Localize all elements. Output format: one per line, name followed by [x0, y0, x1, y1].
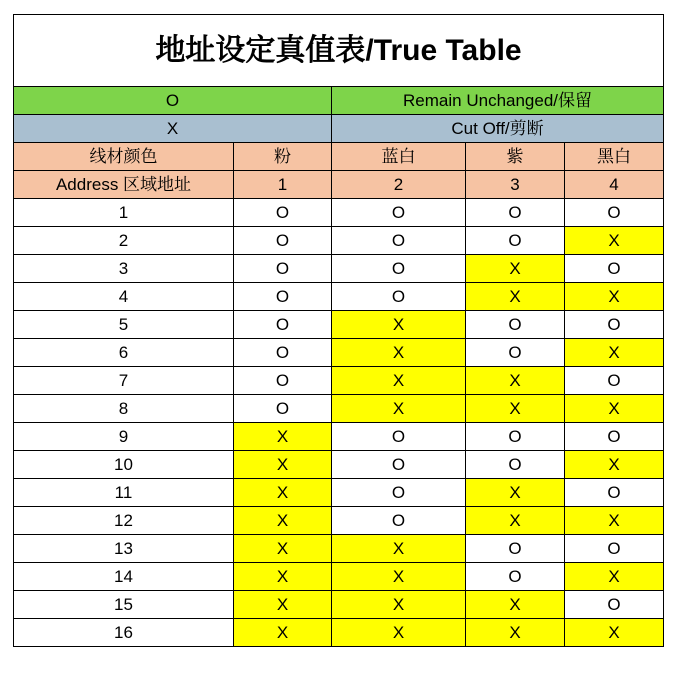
address-label: Address 区域地址 — [14, 171, 234, 199]
state-cell: X — [234, 591, 332, 619]
state-cell: O — [332, 227, 466, 255]
address-cell: 7 — [14, 367, 234, 395]
table-row — [14, 227, 664, 255]
table-row — [14, 339, 664, 367]
table-row — [14, 479, 664, 507]
state-cell: X — [565, 451, 664, 479]
state-cell: X — [332, 367, 466, 395]
state-cell: O — [234, 311, 332, 339]
state-cell: X — [234, 535, 332, 563]
address-cell: 8 — [14, 395, 234, 423]
state-cell: X — [466, 283, 565, 311]
state-cell: O — [466, 311, 565, 339]
position-4: 4 — [565, 171, 664, 199]
state-cell: O — [565, 311, 664, 339]
state-cell: X — [332, 619, 466, 647]
state-cell: O — [332, 423, 466, 451]
state-cell: O — [234, 367, 332, 395]
address-cell: 3 — [14, 255, 234, 283]
address-cell: 6 — [14, 339, 234, 367]
state-cell: X — [466, 479, 565, 507]
state-cell: O — [234, 255, 332, 283]
true-table-sheet — [13, 14, 663, 647]
state-cell: X — [234, 479, 332, 507]
table-row — [14, 563, 664, 591]
true-table — [13, 14, 664, 647]
state-cell: O — [234, 283, 332, 311]
table-row — [14, 451, 664, 479]
table-row — [14, 507, 664, 535]
state-cell: O — [466, 227, 565, 255]
state-cell: O — [466, 339, 565, 367]
address-cell: 15 — [14, 591, 234, 619]
state-cell: X — [332, 535, 466, 563]
state-cell: X — [466, 367, 565, 395]
table-row — [14, 199, 664, 227]
state-cell: X — [234, 423, 332, 451]
wire-color-4: 黑白 — [565, 143, 664, 171]
state-cell: O — [565, 423, 664, 451]
legend-meaning-cut: Cut Off/剪断 — [332, 115, 664, 143]
table-row — [14, 395, 664, 423]
legend-symbol-x: X — [14, 115, 332, 143]
address-cell: 4 — [14, 283, 234, 311]
state-cell: O — [234, 227, 332, 255]
table-title: 地址设定真值表/True Table — [14, 15, 664, 87]
state-cell: X — [565, 563, 664, 591]
state-cell: X — [332, 395, 466, 423]
legend-meaning-remain: Remain Unchanged/保留 — [332, 87, 664, 115]
state-cell: X — [466, 591, 565, 619]
state-cell: X — [565, 619, 664, 647]
state-cell: O — [565, 535, 664, 563]
wire-color-1: 粉 — [234, 143, 332, 171]
address-cell: 1 — [14, 199, 234, 227]
position-1: 1 — [234, 171, 332, 199]
state-cell: X — [565, 395, 664, 423]
state-cell: O — [466, 199, 565, 227]
state-cell: X — [466, 507, 565, 535]
state-cell: X — [332, 339, 466, 367]
wire-color-2: 蓝白 — [332, 143, 466, 171]
address-cell: 10 — [14, 451, 234, 479]
state-cell: O — [332, 479, 466, 507]
address-cell: 13 — [14, 535, 234, 563]
state-cell: O — [234, 339, 332, 367]
state-cell: X — [332, 311, 466, 339]
state-cell: X — [332, 591, 466, 619]
table-row — [14, 367, 664, 395]
state-cell: X — [234, 451, 332, 479]
table-row — [14, 619, 664, 647]
state-cell: O — [332, 507, 466, 535]
state-cell: O — [466, 451, 565, 479]
address-cell: 16 — [14, 619, 234, 647]
state-cell: O — [565, 591, 664, 619]
state-cell: O — [234, 395, 332, 423]
state-cell: O — [466, 423, 565, 451]
address-cell: 11 — [14, 479, 234, 507]
address-cell: 5 — [14, 311, 234, 339]
state-cell: O — [332, 283, 466, 311]
address-cell: 2 — [14, 227, 234, 255]
table-row — [14, 283, 664, 311]
state-cell: O — [466, 535, 565, 563]
address-cell: 9 — [14, 423, 234, 451]
table-row — [14, 591, 664, 619]
state-cell: X — [466, 619, 565, 647]
wire-color-label: 线材颜色 — [14, 143, 234, 171]
table-row — [14, 311, 664, 339]
state-cell: X — [565, 339, 664, 367]
state-cell: X — [565, 283, 664, 311]
state-cell: X — [234, 507, 332, 535]
table-row — [14, 423, 664, 451]
state-cell: O — [332, 255, 466, 283]
position-3: 3 — [466, 171, 565, 199]
state-cell: O — [332, 199, 466, 227]
state-cell: X — [234, 619, 332, 647]
address-cell: 12 — [14, 507, 234, 535]
state-cell: X — [234, 563, 332, 591]
state-cell: O — [565, 199, 664, 227]
state-cell: X — [565, 507, 664, 535]
state-cell: O — [332, 451, 466, 479]
table-row — [14, 535, 664, 563]
legend-symbol-o: O — [14, 87, 332, 115]
state-cell: O — [565, 367, 664, 395]
table-row — [14, 255, 664, 283]
state-cell: O — [565, 479, 664, 507]
wire-color-3: 紫 — [466, 143, 565, 171]
state-cell: X — [565, 227, 664, 255]
state-cell: X — [466, 255, 565, 283]
address-cell: 14 — [14, 563, 234, 591]
state-cell: O — [565, 255, 664, 283]
state-cell: X — [332, 563, 466, 591]
state-cell: O — [466, 563, 565, 591]
state-cell: O — [234, 199, 332, 227]
position-2: 2 — [332, 171, 466, 199]
state-cell: X — [466, 395, 565, 423]
